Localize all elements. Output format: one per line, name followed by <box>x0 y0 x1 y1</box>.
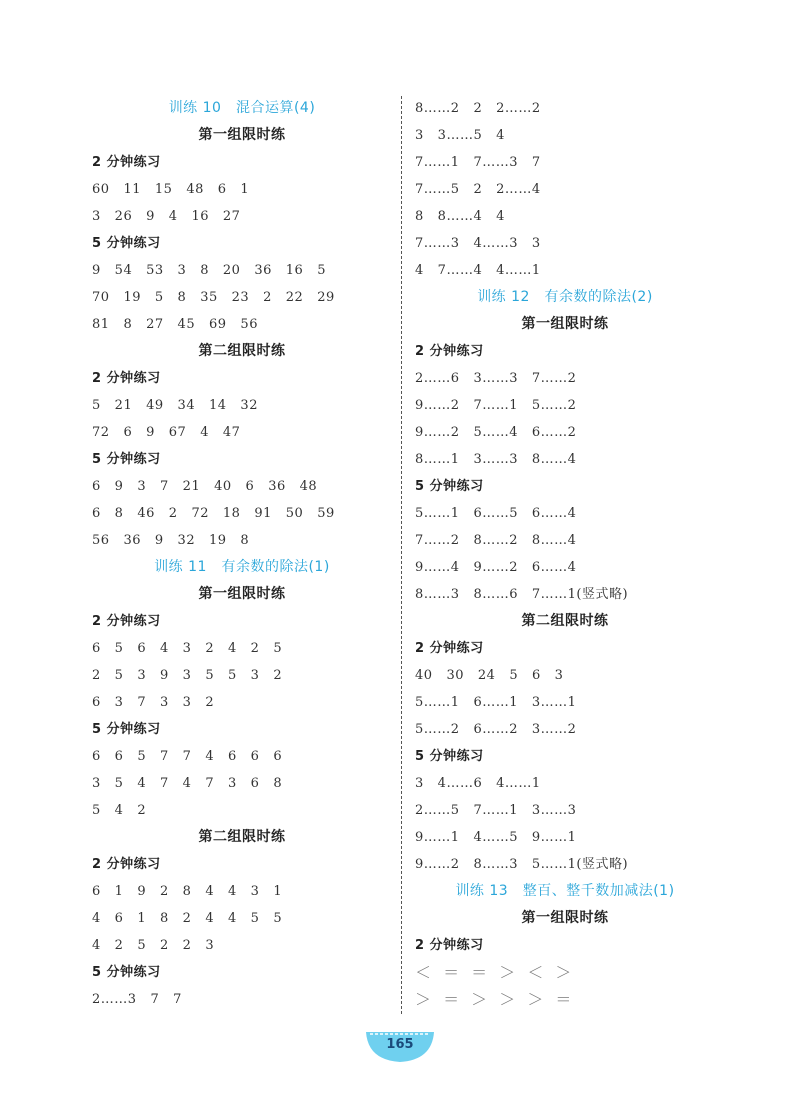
answer-line: 6 1 9 2 8 4 4 3 1 <box>92 884 283 899</box>
answer-line: 5 21 49 34 14 32 <box>92 398 258 413</box>
answer-line: 2……3 7 7 <box>92 992 182 1007</box>
answer-line: 8……3 8……6 7……1(竖式略) <box>415 587 629 602</box>
answer-line: 6 3 7 3 3 2 <box>92 695 215 710</box>
answer-line: 8……1 3……3 8……4 <box>415 452 577 467</box>
answer-line: 6 6 5 7 7 4 6 6 6 <box>92 749 283 764</box>
answer-line: 72 6 9 67 4 47 <box>92 425 241 440</box>
practice-label: 2 分钟练习 <box>415 641 484 656</box>
group-title: 第一组限时练 <box>521 316 609 332</box>
practice-label: 2 分钟练习 <box>415 344 484 359</box>
group-title: 第二组限时练 <box>198 829 286 845</box>
answer-line: 9……4 9……2 6……4 <box>415 560 577 575</box>
practice-label: 2 分钟练习 <box>415 938 484 953</box>
answer-line: 5……1 6……5 6……4 <box>415 506 577 521</box>
answer-line: 7……5 2 2……4 <box>415 182 541 197</box>
section-title: 训练 13 整百、整千数加减法(1) <box>455 883 675 899</box>
comparison-line: ＜ ＝ ＝ ＞ ＜ ＞ <box>415 963 572 982</box>
practice-label: 5 分钟练习 <box>92 722 161 737</box>
answer-line: 7……1 7……3 7 <box>415 155 541 170</box>
answer-line: 3 26 9 4 16 27 <box>92 209 241 224</box>
practice-label: 5 分钟练习 <box>92 236 161 251</box>
answer-line: 6 9 3 7 21 40 6 36 48 <box>92 479 318 494</box>
answer-line: 56 36 9 32 19 8 <box>92 533 250 548</box>
answer-line: 9……2 7……1 5……2 <box>415 398 577 413</box>
answer-line: 2……6 3……3 7……2 <box>415 371 577 386</box>
answer-line: 70 19 5 8 35 23 2 22 29 <box>92 290 335 305</box>
practice-label: 5 分钟练习 <box>92 452 161 467</box>
answer-line: 4 6 1 8 2 4 4 5 5 <box>92 911 283 926</box>
answer-line: 6 5 6 4 3 2 4 2 5 <box>92 641 283 656</box>
column-divider <box>401 96 402 1014</box>
practice-label: 2 分钟练习 <box>92 371 161 386</box>
answer-line: 7……3 4……3 3 <box>415 236 541 251</box>
practice-label: 2 分钟练习 <box>92 857 161 872</box>
answer-line: 60 11 15 48 6 1 <box>92 182 250 197</box>
page-number: 165 <box>386 1037 414 1052</box>
practice-label: 2 分钟练习 <box>92 614 161 629</box>
section-title: 训练 12 有余数的除法(2) <box>477 289 653 305</box>
left-column <box>92 95 392 1013</box>
page-number-badge <box>360 1030 440 1064</box>
answer-line: 4 2 5 2 2 3 <box>92 938 215 953</box>
right-column <box>415 95 715 1013</box>
answer-line: 81 8 27 45 69 56 <box>92 317 258 332</box>
answer-line: 2 5 3 9 3 5 5 3 2 <box>92 668 283 683</box>
answer-line: 3 3……5 4 <box>415 128 505 143</box>
group-title: 第二组限时练 <box>198 343 286 359</box>
answer-line: 2……5 7……1 3……3 <box>415 803 577 818</box>
answer-line: 8……2 2 2……2 <box>415 101 541 116</box>
practice-label: 5 分钟练习 <box>415 749 484 764</box>
answer-line: 9……2 5……4 6……2 <box>415 425 577 440</box>
section-title: 训练 10 混合运算(4) <box>168 100 316 116</box>
answer-line: 5……1 6……1 3……1 <box>415 695 577 710</box>
practice-label: 5 分钟练习 <box>415 479 484 494</box>
group-title: 第一组限时练 <box>521 910 609 926</box>
comparison-line: ＞ ＝ ＞ ＞ ＞ ＝ <box>415 990 572 1009</box>
answer-line: 9……1 4……5 9……1 <box>415 830 577 845</box>
practice-label: 5 分钟练习 <box>92 965 161 980</box>
answer-line: 5 4 2 <box>92 803 147 818</box>
answer-line: 8 8……4 4 <box>415 209 505 224</box>
group-title: 第一组限时练 <box>198 586 286 602</box>
answer-line: 5……2 6……2 3……2 <box>415 722 577 737</box>
answer-line: 9……2 8……3 5……1(竖式略) <box>415 857 629 872</box>
group-title: 第二组限时练 <box>521 613 609 629</box>
answer-line: 3 5 4 7 4 7 3 6 8 <box>92 776 283 791</box>
answer-line: 40 30 24 5 6 3 <box>415 668 564 683</box>
practice-label: 2 分钟练习 <box>92 155 161 170</box>
answer-line: 3 4……6 4……1 <box>415 776 541 791</box>
answer-line: 9 54 53 3 8 20 36 16 5 <box>92 263 326 278</box>
answer-line: 7……2 8……2 8……4 <box>415 533 577 548</box>
section-title: 训练 11 有余数的除法(1) <box>154 559 330 575</box>
group-title: 第一组限时练 <box>198 127 286 143</box>
answer-line: 4 7……4 4……1 <box>415 263 541 278</box>
answer-line: 6 8 46 2 72 18 91 50 59 <box>92 506 335 521</box>
